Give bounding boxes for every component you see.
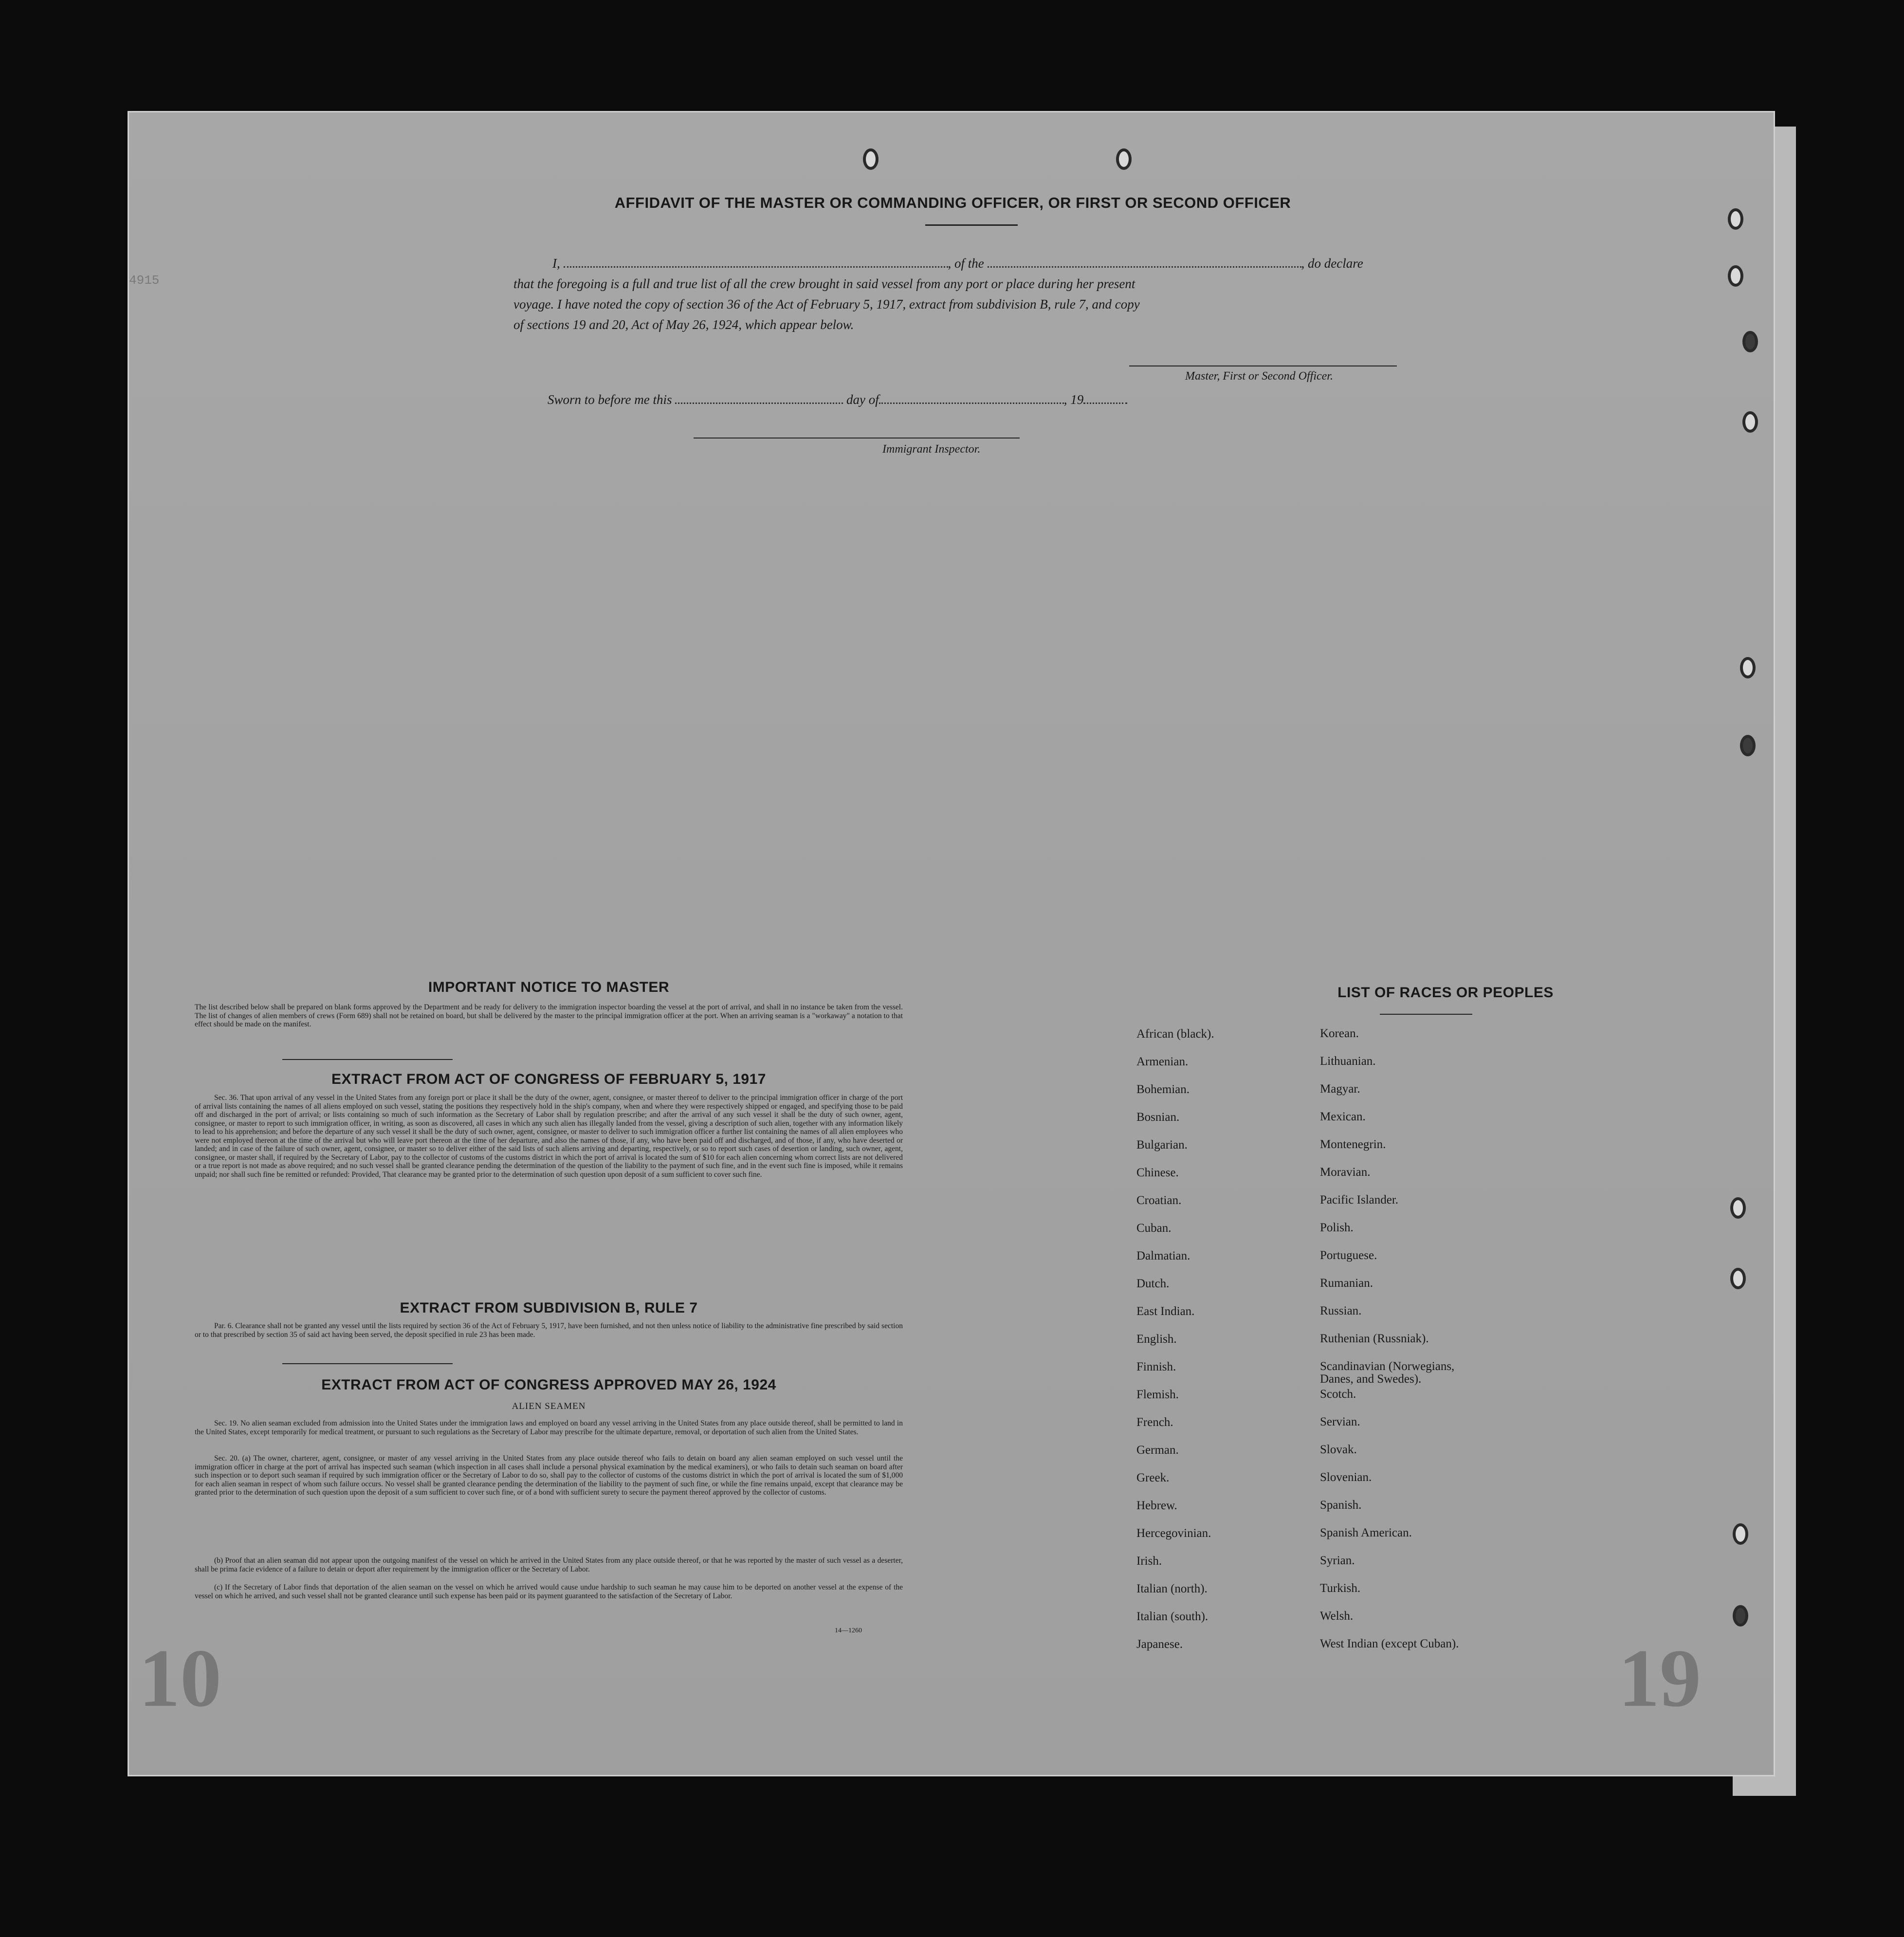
race-item: Italian (north). [1136, 1582, 1208, 1595]
sworn-prefix: Sworn to before me this [548, 392, 672, 407]
sworn-day-label: day of [846, 392, 879, 407]
race-item: Bohemian. [1136, 1083, 1190, 1096]
race-item: Scandinavian (Norwegians, Danes, and Swedes). [1320, 1360, 1455, 1386]
race-item: Italian (south). [1136, 1610, 1208, 1623]
race-item: Syrian. [1320, 1554, 1355, 1567]
punch-hole-icon [1733, 1523, 1748, 1545]
race-item: Bosnian. [1136, 1111, 1180, 1124]
race-item: Bulgarian. [1136, 1138, 1188, 1151]
punch-hole-icon [1728, 265, 1743, 287]
races-divider [1380, 1014, 1472, 1015]
punch-hole-icon [1742, 411, 1758, 433]
race-item: African (black). [1136, 1027, 1214, 1041]
race-item: Japanese. [1136, 1638, 1183, 1651]
affidavit-declare: , do declare [1301, 256, 1363, 271]
race-item: Servian. [1320, 1415, 1360, 1428]
race-item: Rumanian. [1320, 1277, 1373, 1290]
race-item: Magyar. [1320, 1082, 1360, 1096]
extract-1917-body: Sec. 36. That upon arrival of any vessel in the United States from any foreign port or place it shall be the duty of the owner, agent, consignee, or master thereof to deliver to the principal immigration officer in charge of the port of arrival lists containing the names of all aliens employed on such vessel, stating the positions they respectively hold in the ship's company, when and where they were respectively shipped or engaged, and specifying those to be paid off and discharged in the port of arrival; or lists containing so much of such information as the Secretary of Labor shall by regulation prescribe; and after the arrival of any such vessel it shall be the duty of such owner, agent, consignee, or master to report to such immigration officer, in writing, as soon as discovered, all cases in which any such alien has illegally landed from the vessel, giving a description of such alien, together with any information likely to lead to his apprehension; and before the departure of any such vessel it shall be the duty of such owner, agent, consignee, or master to deliver to such immigration officer a further list containing the names of all alien employees who were not employed thereon at the time of the arrival but who will leave port thereon at the time of her departure, and also the names of those, if any, who have been paid off and discharged, and of those, if any, who have deserted or landed; and in case of the failure of such owner, agent, consignee, or master so to deliver either of the said lists of such aliens arriving and departing, respectively, or so to report such cases of desertion or landing, such owner, agent, consignee, or master shall, if required by the Secretary of Labor, pay to the collector of customs of the customs district in which the port of arrival is located the sum of $10 for each alien concerning whom correct lists are not delivered or a true report is not made as above required; and no such vessel shall be granted clearance pending the determination of the question of the liability to the payment of such fine, and in the event such fine is imposed, while it remains unpaid; nor shall such fine be remitted or refunded: Provided, That clearance may be granted prior to the determination of such question upon deposit of a sum sufficient to cover such fine. [195, 1094, 903, 1179]
race-item: Slovak. [1320, 1443, 1357, 1456]
race-item: Slovenian. [1320, 1471, 1372, 1484]
race-item: Flemish. [1136, 1388, 1179, 1401]
title-divider [925, 224, 1018, 226]
punch-hole-icon [1728, 208, 1743, 230]
race-item: Polish. [1320, 1221, 1354, 1234]
race-item: Irish. [1136, 1554, 1162, 1568]
race-item: East Indian. [1136, 1305, 1195, 1318]
race-item: Chinese. [1136, 1166, 1179, 1179]
page-number-left: 10 [139, 1632, 221, 1724]
name-field[interactable] [564, 266, 948, 268]
race-item: Russian. [1320, 1304, 1362, 1317]
race-item: English. [1136, 1333, 1177, 1346]
races-title: LIST OF RACES OR PEOPLES [1337, 985, 1554, 1001]
race-item: Armenian. [1136, 1055, 1189, 1068]
vessel-field[interactable] [988, 266, 1301, 268]
race-item: Croatian. [1136, 1194, 1182, 1207]
sec20c-text: (c) If the Secretary of Labor finds that deportation of the alien seaman on the vessel on which he arrived would cause undue hardship to such seaman he may cause him to be deported on another vessel at the expense of the vessel on which he arrived, and such vessel shall not be granted clearance until such expense has been paid or its payment guaranteed to the satisfaction of the Secretary of Labor. [195, 1583, 903, 1600]
sec19-text: Sec. 19. No alien seaman excluded from admission into the United States under the immigration laws and employed on board any vessel arriving in the United States from any place outside thereof, shall be permitted to land in the United States, except temporarily for medical treatment, or pursuant to such regulations as the Secretary of Labor may prescribe for the ultimate departure, removal, or deportation of such alien from the United States. [195, 1419, 903, 1436]
sworn-month-field[interactable] [879, 402, 1064, 404]
punch-hole-icon [1730, 1268, 1746, 1289]
alien-seamen-subtitle: ALIEN SEAMEN [512, 1401, 586, 1411]
race-item: Pacific Islander. [1320, 1193, 1399, 1206]
sec20b-text: (b) Proof that an alien seaman did not appear upon the outgoing manifest of the vessel on which he arrived in the United States from any place outside thereof, or that he was reported by the master of such vessel as a deserter, shall be prima facie evidence of a failure to detain or deport after requirement by the immigration officer or the Secretary of Labor. [195, 1556, 903, 1573]
affidavit-i: I, [552, 256, 560, 271]
rule7-divider [282, 1363, 453, 1364]
affidavit-line-2: that the foregoing is a full and true list of all the crew brought in said vessel from any port or place during her present [513, 276, 1135, 291]
race-item: Lithuanian. [1320, 1055, 1376, 1068]
race-item: Welsh. [1320, 1609, 1354, 1623]
sworn-year-field[interactable] [1083, 402, 1127, 404]
punch-hole-icon [1740, 657, 1756, 678]
affidavit-line-4: of sections 19 and 20, Act of May 26, 1924, which appear below. [513, 317, 854, 332]
race-item: West Indian (except Cuban). [1320, 1637, 1459, 1650]
race-item: Portuguese. [1320, 1249, 1377, 1262]
rule7-body: Par. 6. Clearance shall not be granted any vessel until the lists required by section 36 of the Act of February 5, 1917, have been furnished, and not then unless notice of liability to the administrative fine prescribed by said section or to that prescribed by section 35 of said act having been served, the deposit specified in rule 23 has been made. [195, 1322, 903, 1339]
race-item: Montenegrin. [1320, 1138, 1386, 1151]
race-item: Mexican. [1320, 1110, 1366, 1123]
notice-body: The list described below shall be prepared on blank forms approved by the Department and be ready for delivery to the immigration inspector boarding the vessel at the port of arrival, and shall in no instance be taken from the vessel. The list of changes of alien members of crews (Form 689) shall not be retained on board, but shall be delivered by the master to the principal immigration officer at the port. When an arriving seaman is a "workaway" a notation to that effect should be made on the manifest. [195, 1003, 903, 1028]
affidavit-of: , of the [948, 256, 984, 271]
extract-1917-title: EXTRACT FROM ACT OF CONGRESS OF FEBRUARY 5, 1917 [331, 1071, 766, 1087]
race-item: French. [1136, 1416, 1173, 1429]
sworn-day-field[interactable] [675, 402, 843, 404]
race-item: Dalmatian. [1136, 1249, 1190, 1262]
stamp-number: 4915 [129, 273, 160, 288]
race-item: Moravian. [1320, 1166, 1371, 1179]
race-item: Korean. [1320, 1027, 1359, 1040]
extract-1924-title: EXTRACT FROM ACT OF CONGRESS APPROVED MAY 26, 1924 [321, 1377, 776, 1393]
affidavit-title: AFFIDAVIT OF THE MASTER OR COMMANDING OFFICER, OR FIRST OR SECOND OFFICER [614, 194, 1291, 211]
inspector-label: Immigrant Inspector. [882, 443, 981, 456]
race-item: Finnish. [1136, 1360, 1176, 1373]
race-item: Spanish. [1320, 1498, 1362, 1512]
punch-hole-icon [1730, 1197, 1746, 1219]
race-item: Turkish. [1320, 1582, 1361, 1595]
sec20a-text: Sec. 20. (a) The owner, charterer, agent, consignee, or master of any vessel arriving in the United States from any place outside thereof who fails to detain on board any alien seaman employed on such vessel until the immigration officer in charge at the port of arrival has inspected such seaman (which inspection in all cases shall include a personal physical examination by the medical examiners), or who fails to detain such seaman on board after such inspection or to deport such seaman if required by such immigration officer or the Secretary of Labor to do so, shall pay to the collector of customs of the customs district in which the port of arrival is located the sum of $1,000 for each alien seaman in respect of whom such failure occurs. No vessel shall be granted clearance pending the determination of the liability to the payment of such fine, or while the fine remains unpaid, except that clearance may be granted prior to the determination of such question upon the deposit of a sum sufficient to cover such fine, or of a bond with sufficient surety to secure the payment thereof approved by the collector of customs. [195, 1454, 903, 1497]
race-item: Hercegovinian. [1136, 1527, 1211, 1540]
notice-title: IMPORTANT NOTICE TO MASTER [428, 979, 670, 995]
page-number-right: 19 [1618, 1632, 1701, 1724]
punch-hole-icon [1742, 331, 1758, 352]
punch-hole-icon [1116, 148, 1132, 170]
race-item: Spanish American. [1320, 1526, 1412, 1539]
race-item: Ruthenian (Russniak). [1320, 1332, 1429, 1345]
race-item: Cuban. [1136, 1222, 1172, 1235]
affidavit-line-1 [513, 253, 1596, 274]
race-item: Scotch. [1320, 1388, 1356, 1401]
race-item: German. [1136, 1444, 1179, 1457]
race-item: Dutch. [1136, 1277, 1170, 1290]
race-item: Greek. [1136, 1471, 1170, 1484]
rule7-title: EXTRACT FROM SUBDIVISION B, RULE 7 [400, 1300, 698, 1316]
sworn-year-label: , 19 [1063, 392, 1084, 407]
punch-hole-icon [1740, 735, 1756, 756]
punch-hole-icon [863, 148, 879, 170]
notice-divider [282, 1059, 453, 1060]
affidavit-line-3: voyage. I have noted the copy of section 36 of the Act of February 5, 1917, extract from subdivision B, rule 7, and copy [513, 297, 1140, 311]
form-number: 14—1260 [835, 1627, 862, 1634]
punch-hole-icon [1733, 1605, 1748, 1626]
signature-label: Master, First or Second Officer. [1185, 370, 1333, 383]
manifest-page [128, 111, 1775, 1776]
race-item: Hebrew. [1136, 1499, 1177, 1512]
sworn-line [548, 389, 1127, 410]
